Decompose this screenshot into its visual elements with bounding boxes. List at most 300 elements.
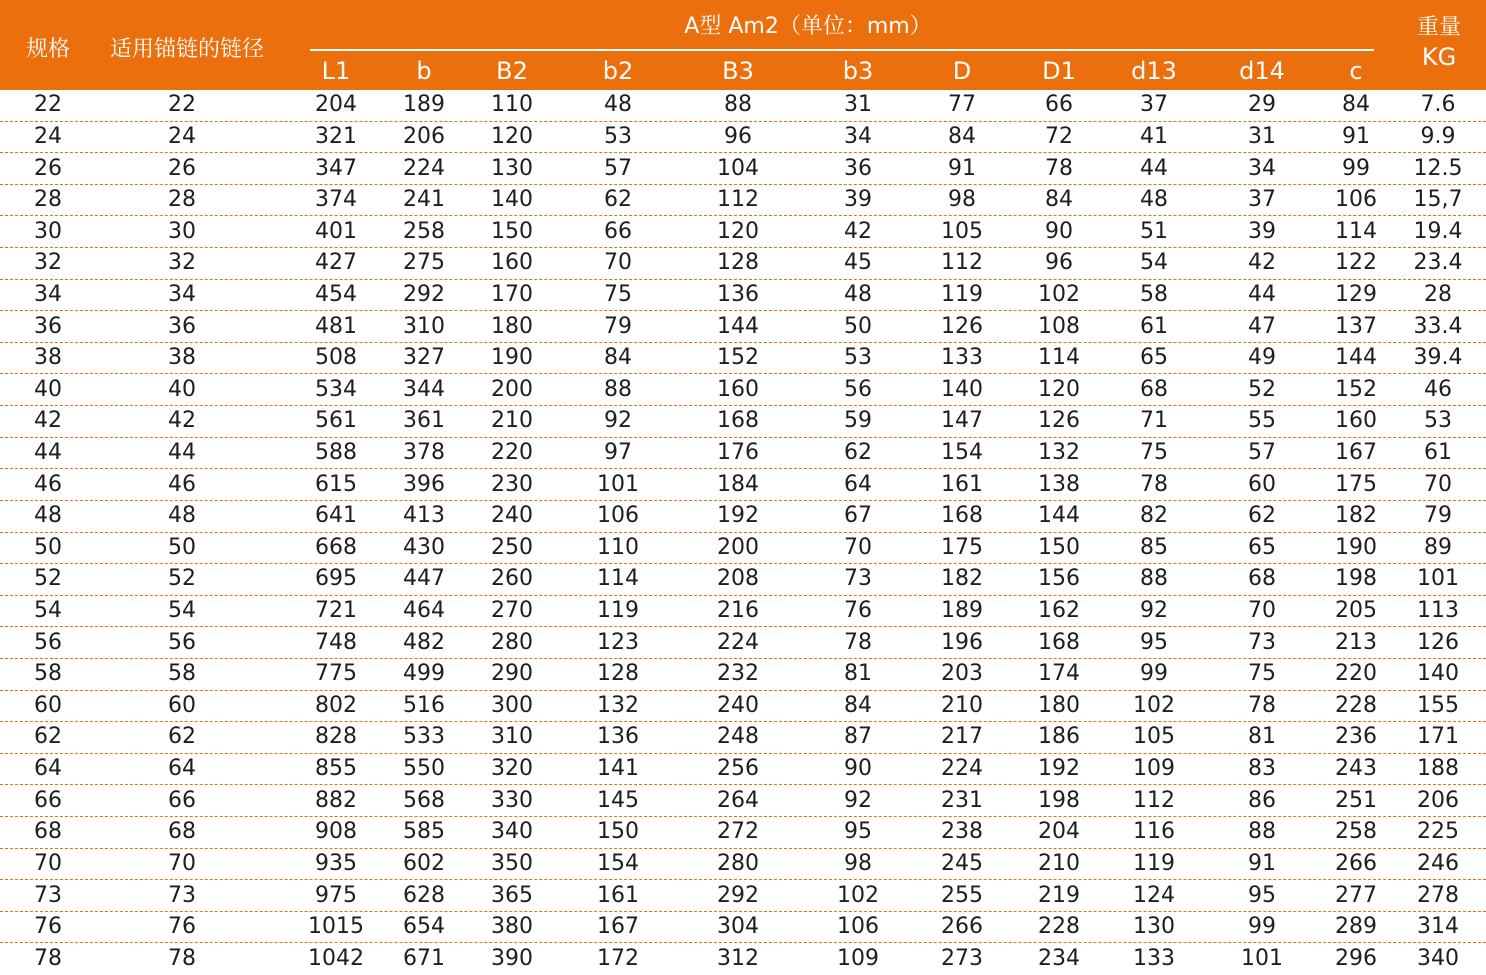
table-cell: 48 <box>844 281 872 307</box>
table-cell: 28 <box>1424 281 1452 307</box>
table-cell: 310 <box>491 724 533 750</box>
table-cell: 1042 <box>308 946 364 972</box>
table-row <box>0 153 1486 185</box>
table-cell: 68 <box>1248 566 1276 592</box>
table-cell: 119 <box>597 598 639 624</box>
table-cell: 278 <box>1417 882 1459 908</box>
table-cell: 126 <box>941 313 983 339</box>
table-cell: 58 <box>34 661 62 687</box>
table-cell: 320 <box>491 756 533 782</box>
table-row <box>0 849 1486 881</box>
table-cell: 73 <box>844 566 872 592</box>
table-cell: 176 <box>717 440 759 465</box>
table-cell: 168 <box>941 503 983 529</box>
table-cell: 90 <box>1045 218 1073 244</box>
table-cell: 34 <box>844 123 872 149</box>
table-cell: 602 <box>403 850 445 876</box>
table-cell: 73 <box>34 882 62 908</box>
table-row <box>0 564 1486 596</box>
table-cell: 50 <box>34 534 62 560</box>
table-cell: 454 <box>315 281 357 307</box>
table-cell: 171 <box>1417 724 1459 750</box>
table-cell: 75 <box>1140 440 1168 465</box>
table-cell: 33.4 <box>1413 313 1463 339</box>
header-weight-unit: KG <box>1421 43 1457 71</box>
table-cell: 89 <box>1424 534 1452 560</box>
table-cell: 50 <box>844 313 872 339</box>
table-cell: 68 <box>168 819 196 845</box>
table-cell: 141 <box>597 756 639 782</box>
table-cell: 124 <box>1133 882 1175 908</box>
table-cell: 57 <box>1248 440 1276 465</box>
table-cell: 130 <box>491 155 533 181</box>
table-cell: 208 <box>717 566 759 592</box>
table-cell: 748 <box>315 629 357 655</box>
table-cell: 34 <box>168 281 196 307</box>
table-cell: 75 <box>604 281 632 307</box>
table-cell: 68 <box>1140 376 1168 402</box>
table-cell: 105 <box>941 218 983 244</box>
table-cell: 162 <box>1038 598 1080 624</box>
table-cell: 156 <box>1038 566 1080 592</box>
table-cell: 144 <box>1038 503 1080 529</box>
table-cell: 396 <box>403 471 445 497</box>
table-cell: 23.4 <box>1413 250 1463 276</box>
table-cell: 828 <box>315 724 357 750</box>
table-cell: 119 <box>941 281 983 307</box>
table-cell: 105 <box>1133 724 1175 750</box>
table-row <box>0 311 1486 343</box>
table-cell: 70 <box>604 250 632 276</box>
table-cell: 76 <box>844 598 872 624</box>
table-cell: 112 <box>717 187 759 213</box>
table-cell: 55 <box>1248 408 1276 434</box>
table-cell: 112 <box>1133 787 1175 813</box>
table-cell: 413 <box>403 503 445 529</box>
table-row <box>0 406 1486 438</box>
table-cell: 220 <box>1335 661 1377 687</box>
table-cell: 62 <box>1248 503 1276 529</box>
table-cell: 481 <box>315 313 357 339</box>
table-cell: 78 <box>34 946 62 972</box>
table-cell: 61 <box>1424 440 1452 465</box>
table-cell: 62 <box>604 187 632 213</box>
table-cell: 588 <box>315 440 357 465</box>
table-cell: 154 <box>597 850 639 876</box>
table-cell: 260 <box>491 566 533 592</box>
table-cell: 150 <box>1038 534 1080 560</box>
table-cell: 22 <box>34 92 62 118</box>
table-cell: 126 <box>1417 629 1459 655</box>
table-cell: 84 <box>948 123 976 149</box>
table-cell: 568 <box>403 787 445 813</box>
table-cell: 48 <box>604 92 632 118</box>
table-cell: 52 <box>34 566 62 592</box>
table-cell: 38 <box>34 345 62 371</box>
table-cell: 137 <box>1335 313 1377 339</box>
table-cell: 66 <box>168 787 196 813</box>
table-header <box>0 0 1486 90</box>
table-cell: 275 <box>403 250 445 276</box>
table-cell: 250 <box>491 534 533 560</box>
table-cell: 144 <box>717 313 759 339</box>
table-cell: 140 <box>941 376 983 402</box>
table-cell: 88 <box>1248 819 1276 845</box>
table-cell: 236 <box>1335 724 1377 750</box>
table-cell: 238 <box>941 819 983 845</box>
table-cell: 374 <box>315 187 357 213</box>
table-cell: 390 <box>491 946 533 972</box>
table-cell: 48 <box>168 503 196 529</box>
table-cell: 340 <box>1417 946 1459 972</box>
table-cell: 266 <box>941 914 983 940</box>
table-cell: 975 <box>315 882 357 908</box>
table-cell: 36 <box>844 155 872 181</box>
table-cell: 95 <box>1248 882 1276 908</box>
table-cell: 56 <box>34 629 62 655</box>
table-cell: 430 <box>403 534 445 560</box>
table-cell: 289 <box>1335 914 1377 940</box>
table-cell: 775 <box>315 661 357 687</box>
table-cell: 321 <box>315 123 357 149</box>
table-cell: 240 <box>491 503 533 529</box>
table-cell: 150 <box>491 218 533 244</box>
table-cell: 188 <box>1417 756 1459 782</box>
table-cell: 77 <box>948 92 976 118</box>
table-cell: 160 <box>1335 408 1377 434</box>
table-cell: 251 <box>1335 787 1377 813</box>
table-cell: 9.9 <box>1420 123 1456 149</box>
table-cell: 150 <box>597 819 639 845</box>
table-cell: 50 <box>168 534 196 560</box>
table-cell: 133 <box>941 345 983 371</box>
table-cell: 62 <box>844 440 872 465</box>
table-cell: 310 <box>403 313 445 339</box>
table-cell: 126 <box>1038 408 1080 434</box>
table-cell: 280 <box>717 850 759 876</box>
table-cell: 48 <box>1140 187 1168 213</box>
table-row <box>0 533 1486 565</box>
table-cell: 160 <box>717 376 759 402</box>
sub-column-header: L1 <box>321 57 351 85</box>
table-cell: 314 <box>1417 914 1459 940</box>
table-cell: 136 <box>717 281 759 307</box>
table-cell: 695 <box>315 566 357 592</box>
table-cell: 190 <box>491 345 533 371</box>
table-cell: 51 <box>1140 218 1168 244</box>
table-cell: 280 <box>491 629 533 655</box>
table-cell: 31 <box>1248 123 1276 149</box>
table-cell: 102 <box>837 882 879 908</box>
table-cell: 34 <box>34 281 62 307</box>
table-cell: 87 <box>844 724 872 750</box>
table-cell: 42 <box>844 218 872 244</box>
table-cell: 101 <box>1417 566 1459 592</box>
table-cell: 52 <box>168 566 196 592</box>
table-cell: 65 <box>1248 534 1276 560</box>
sub-column-header: c <box>1349 57 1363 85</box>
table-cell: 73 <box>1248 629 1276 655</box>
table-cell: 219 <box>1038 882 1080 908</box>
table-row <box>0 501 1486 533</box>
table-cell: 53 <box>604 123 632 149</box>
table-cell: 30 <box>168 218 196 244</box>
table-cell: 182 <box>941 566 983 592</box>
table-cell: 1015 <box>308 914 364 940</box>
table-cell: 95 <box>844 819 872 845</box>
table-cell: 401 <box>315 218 357 244</box>
table-cell: 228 <box>1335 692 1377 718</box>
table-cell: 38 <box>168 345 196 371</box>
table-cell: 66 <box>34 787 62 813</box>
table-cell: 92 <box>1140 598 1168 624</box>
table-cell: 186 <box>1038 724 1080 750</box>
table-cell: 78 <box>1045 155 1073 181</box>
table-cell: 654 <box>403 914 445 940</box>
table-row <box>0 880 1486 912</box>
table-cell: 86 <box>1248 787 1276 813</box>
table-cell: 585 <box>403 819 445 845</box>
table-cell: 44 <box>1248 281 1276 307</box>
table-cell: 721 <box>315 598 357 624</box>
table-cell: 533 <box>403 724 445 750</box>
table-cell: 37 <box>1248 187 1276 213</box>
table-cell: 534 <box>315 376 357 402</box>
sub-column-header: b2 <box>602 57 634 85</box>
table-row <box>0 216 1486 248</box>
table-cell: 98 <box>948 187 976 213</box>
table-cell: 361 <box>403 408 445 434</box>
table-cell: 189 <box>941 598 983 624</box>
table-row <box>0 912 1486 944</box>
table-cell: 206 <box>1417 787 1459 813</box>
table-cell: 152 <box>717 345 759 371</box>
table-cell: 130 <box>1133 914 1175 940</box>
table-cell: 58 <box>1140 281 1168 307</box>
table-cell: 152 <box>1335 376 1377 402</box>
table-cell: 210 <box>941 692 983 718</box>
table-cell: 147 <box>941 408 983 434</box>
table-cell: 119 <box>1133 850 1175 876</box>
table-cell: 108 <box>1038 313 1080 339</box>
table-cell: 114 <box>597 566 639 592</box>
table-cell: 44 <box>168 440 196 465</box>
table-cell: 70 <box>168 850 196 876</box>
table-cell: 192 <box>717 503 759 529</box>
table-cell: 91 <box>1248 850 1276 876</box>
table-cell: 180 <box>1038 692 1080 718</box>
table-cell: 60 <box>1248 471 1276 497</box>
table-cell: 32 <box>168 250 196 276</box>
table-cell: 39.4 <box>1413 345 1463 371</box>
table-row <box>0 280 1486 312</box>
table-cell: 210 <box>491 408 533 434</box>
sub-column-header: b3 <box>842 57 874 85</box>
table-cell: 174 <box>1038 661 1080 687</box>
sub-column-header: d14 <box>1239 57 1285 85</box>
table-cell: 56 <box>168 629 196 655</box>
table-cell: 57 <box>604 155 632 181</box>
table-cell: 145 <box>597 787 639 813</box>
table-cell: 140 <box>1417 661 1459 687</box>
table-cell: 102 <box>1038 281 1080 307</box>
table-row <box>0 469 1486 501</box>
table-cell: 64 <box>34 756 62 782</box>
header-spec: 规格 <box>25 37 71 62</box>
table-row <box>0 122 1486 154</box>
header-group-title: A型 Am2（单位：mm） <box>684 14 932 39</box>
table-cell: 116 <box>1133 819 1175 845</box>
table-cell: 138 <box>1038 471 1080 497</box>
table-cell: 30 <box>34 218 62 244</box>
table-cell: 95 <box>1140 629 1168 655</box>
table-cell: 198 <box>1038 787 1080 813</box>
table-cell: 99 <box>1140 661 1168 687</box>
table-cell: 62 <box>34 724 62 750</box>
table-cell: 96 <box>1045 250 1073 276</box>
table-cell: 508 <box>315 345 357 371</box>
table-cell: 224 <box>941 756 983 782</box>
table-cell: 78 <box>844 629 872 655</box>
table-cell: 40 <box>34 376 62 402</box>
table-cell: 628 <box>403 882 445 908</box>
table-cell: 46 <box>168 471 196 497</box>
table-cell: 40 <box>168 376 196 402</box>
table-cell: 31 <box>844 92 872 118</box>
table-cell: 671 <box>403 946 445 972</box>
table-cell: 464 <box>403 598 445 624</box>
table-cell: 39 <box>844 187 872 213</box>
table-cell: 22 <box>168 92 196 118</box>
table-cell: 122 <box>1335 250 1377 276</box>
table-cell: 258 <box>403 218 445 244</box>
sub-column-header: D <box>952 57 972 85</box>
table-cell: 66 <box>604 218 632 244</box>
table-cell: 224 <box>717 629 759 655</box>
table-cell: 256 <box>717 756 759 782</box>
table-cell: 189 <box>403 92 445 118</box>
table-cell: 231 <box>941 787 983 813</box>
table-cell: 312 <box>717 946 759 972</box>
table-cell: 255 <box>941 882 983 908</box>
table-cell: 182 <box>1335 503 1377 529</box>
table-cell: 378 <box>403 440 445 465</box>
table-cell: 26 <box>34 155 62 181</box>
table-cell: 264 <box>717 787 759 813</box>
table-cell: 42 <box>1248 250 1276 276</box>
table-cell: 120 <box>717 218 759 244</box>
table-cell: 83 <box>1248 756 1276 782</box>
table-cell: 70 <box>34 850 62 876</box>
table-cell: 180 <box>491 313 533 339</box>
table-cell: 60 <box>168 692 196 718</box>
table-cell: 266 <box>1335 850 1377 876</box>
table-cell: 42 <box>168 408 196 434</box>
table-cell: 270 <box>491 598 533 624</box>
table-cell: 34 <box>1248 155 1276 181</box>
table-cell: 245 <box>941 850 983 876</box>
table-cell: 144 <box>1335 345 1377 371</box>
table-cell: 499 <box>403 661 445 687</box>
table-cell: 113 <box>1417 598 1459 624</box>
table-cell: 44 <box>34 440 62 465</box>
table-row <box>0 785 1486 817</box>
table-cell: 88 <box>724 92 752 118</box>
table-cell: 641 <box>315 503 357 529</box>
table-cell: 292 <box>717 882 759 908</box>
table-cell: 120 <box>491 123 533 149</box>
table-cell: 24 <box>34 123 62 149</box>
table-cell: 213 <box>1335 629 1377 655</box>
table-cell: 246 <box>1417 850 1459 876</box>
table-cell: 123 <box>597 629 639 655</box>
table-row <box>0 596 1486 628</box>
table-cell: 220 <box>491 440 533 465</box>
table-cell: 106 <box>597 503 639 529</box>
table-cell: 224 <box>403 155 445 181</box>
table-cell: 109 <box>837 946 879 972</box>
table-cell: 70 <box>844 534 872 560</box>
table-cell: 198 <box>1335 566 1377 592</box>
table-cell: 47 <box>1248 313 1276 339</box>
table-cell: 46 <box>1424 376 1452 402</box>
table-cell: 482 <box>403 629 445 655</box>
table-row <box>0 691 1486 723</box>
table-cell: 132 <box>597 692 639 718</box>
table-cell: 204 <box>1038 819 1080 845</box>
table-cell: 161 <box>597 882 639 908</box>
table-cell: 32 <box>34 250 62 276</box>
table-cell: 92 <box>844 787 872 813</box>
sub-column-header: D1 <box>1042 57 1076 85</box>
table-cell: 73 <box>168 882 196 908</box>
sub-column-header: b <box>416 57 432 85</box>
table-cell: 550 <box>403 756 445 782</box>
table-row <box>0 90 1486 122</box>
table-cell: 160 <box>491 250 533 276</box>
table-cell: 92 <box>604 408 632 434</box>
table-cell: 78 <box>168 946 196 972</box>
table-cell: 62 <box>168 724 196 750</box>
header-divider <box>310 49 1374 51</box>
table-cell: 196 <box>941 629 983 655</box>
table-cell: 106 <box>837 914 879 940</box>
table-cell: 210 <box>1038 850 1080 876</box>
table-cell: 258 <box>1335 819 1377 845</box>
table-cell: 42 <box>34 408 62 434</box>
table-cell: 154 <box>941 440 983 465</box>
table-cell: 427 <box>315 250 357 276</box>
table-cell: 167 <box>597 914 639 940</box>
table-cell: 106 <box>1335 187 1377 213</box>
table-row <box>0 627 1486 659</box>
table-cell: 243 <box>1335 756 1377 782</box>
table-row <box>0 343 1486 375</box>
table-cell: 277 <box>1335 882 1377 908</box>
sub-column-header: B3 <box>722 57 754 85</box>
table-cell: 85 <box>1140 534 1168 560</box>
table-cell: 200 <box>717 534 759 560</box>
table-cell: 200 <box>491 376 533 402</box>
table-cell: 232 <box>717 661 759 687</box>
table-cell: 37 <box>1140 92 1168 118</box>
table-cell: 168 <box>717 408 759 434</box>
table-cell: 327 <box>403 345 445 371</box>
table-cell: 79 <box>604 313 632 339</box>
table-cell: 36 <box>34 313 62 339</box>
table-cell: 136 <box>597 724 639 750</box>
table-cell: 330 <box>491 787 533 813</box>
